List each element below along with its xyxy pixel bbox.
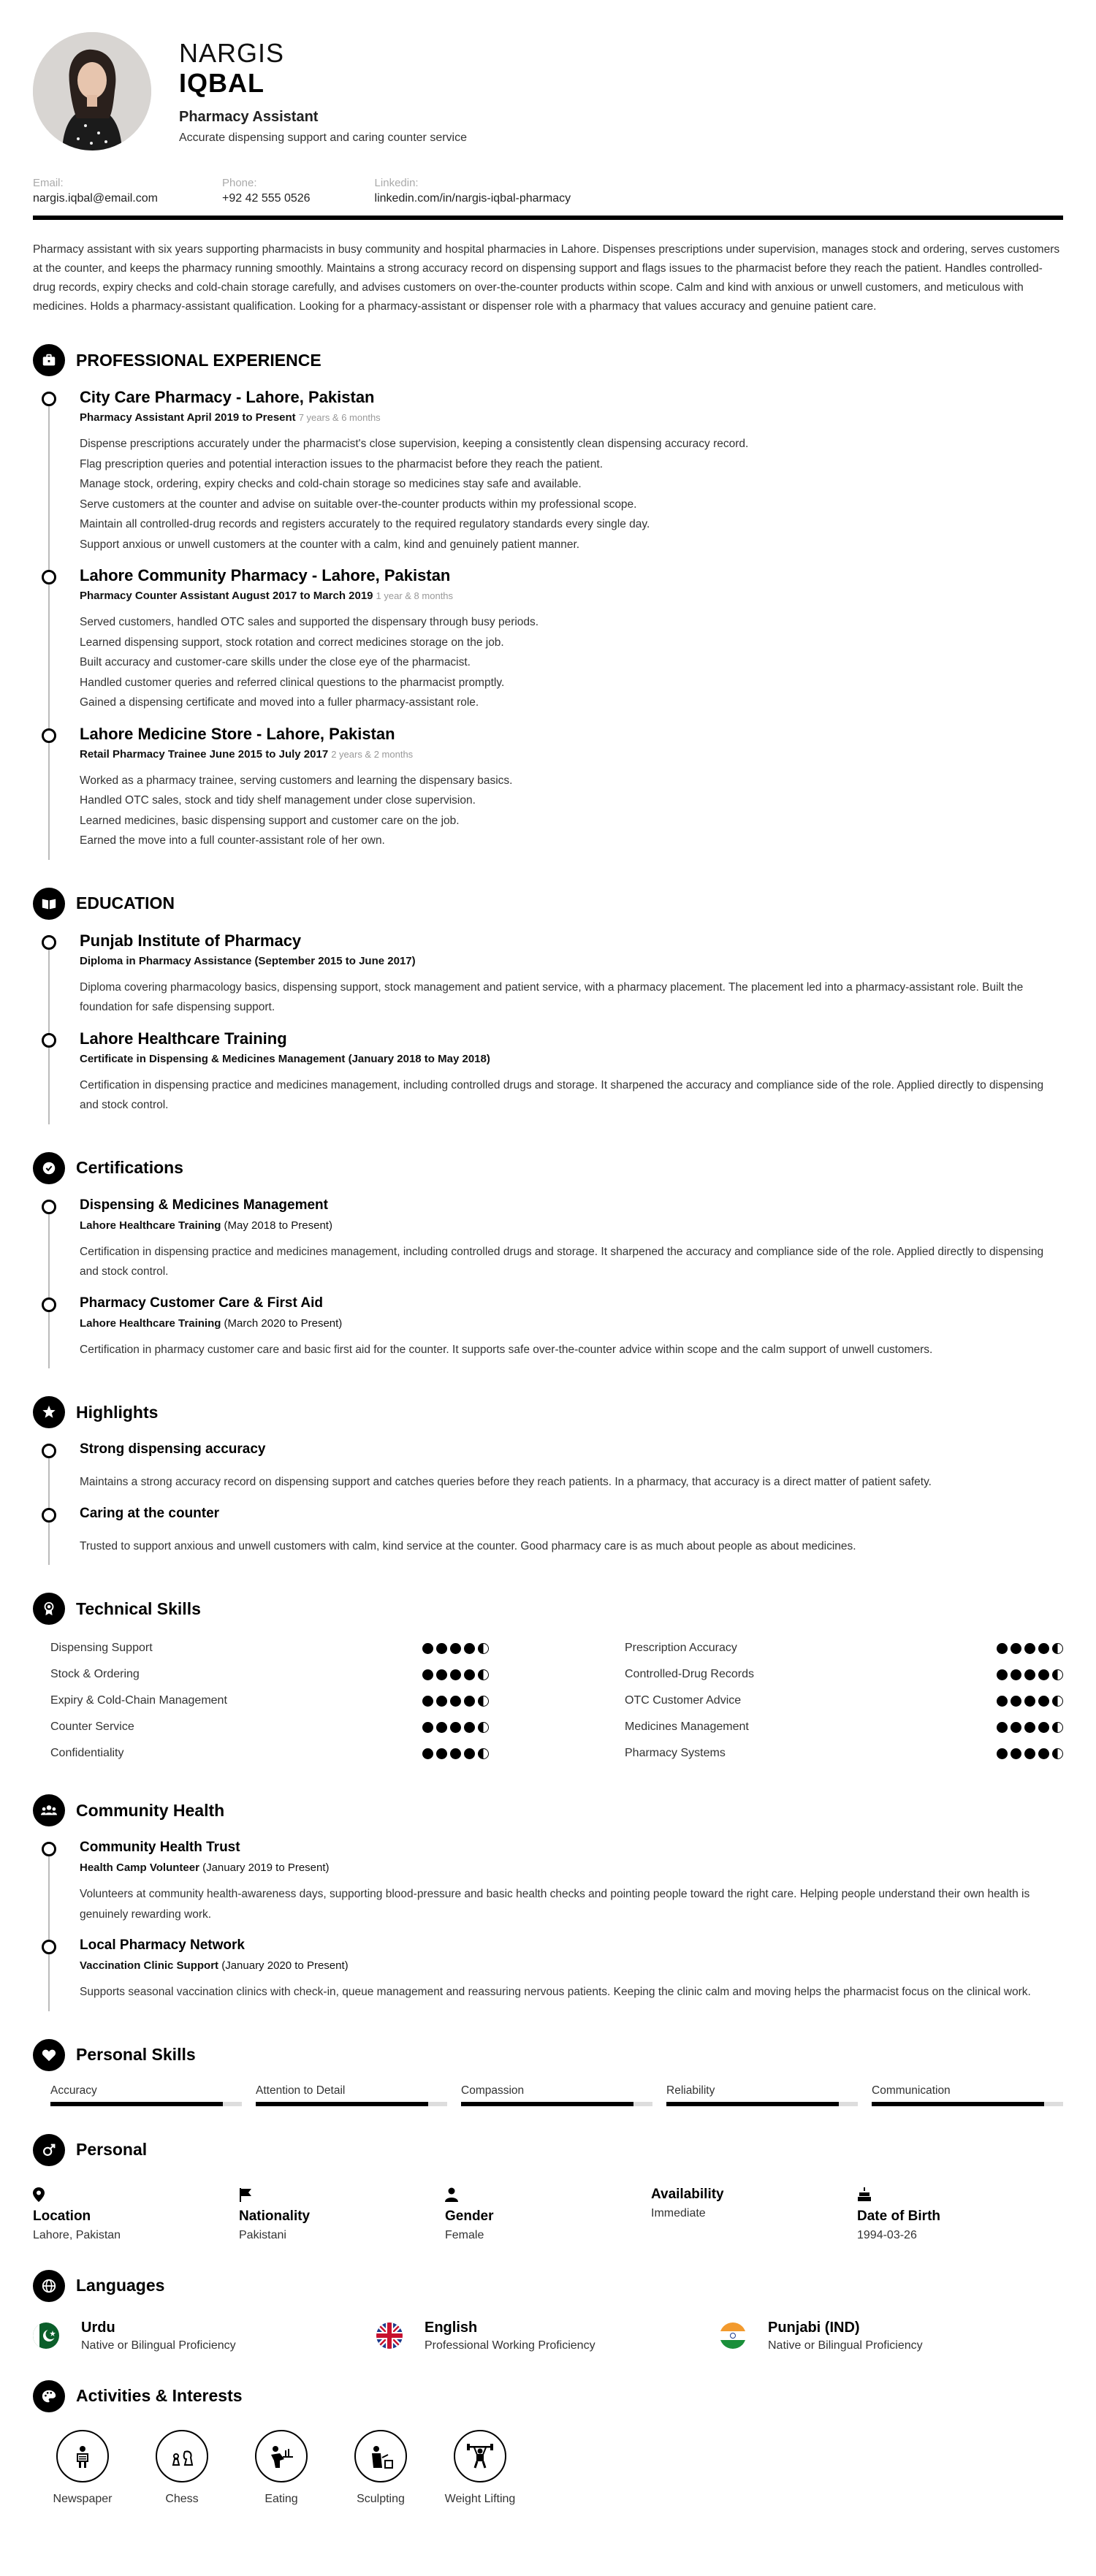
- timeline-dot: [42, 570, 56, 584]
- skill-bar-track: [666, 2102, 858, 2106]
- job-bullet: Served customers, handled OTC sales and supported the dispensary through busy periods.: [80, 616, 539, 628]
- personal-label: Gender: [445, 2208, 494, 2224]
- community-section: [33, 1794, 1063, 2011]
- skill-row: [625, 1661, 1063, 1688]
- contact-email: [33, 177, 158, 205]
- rating-dot: [1011, 1643, 1021, 1654]
- community-role-dates: [80, 1959, 1063, 1972]
- personal-value: Female: [445, 2228, 484, 2241]
- languages-title: Languages: [76, 2276, 165, 2295]
- certification-entry: [33, 1291, 1063, 1369]
- flag-icon: [239, 2184, 445, 2206]
- rating-dot: [1024, 1696, 1035, 1707]
- skill-rating: [419, 1748, 489, 1759]
- rating-dot: [1038, 1722, 1049, 1733]
- timeline-dot: [42, 392, 56, 406]
- skill-row: [625, 1740, 1063, 1767]
- job-bullet: Support anxious or unwell customers at the counter with a calm, kind and genuinely patient manner.: [80, 538, 580, 551]
- person-icon: [445, 2184, 651, 2206]
- interest-label: Newspaper: [53, 2492, 113, 2505]
- interest-label: Chess: [165, 2492, 199, 2505]
- rating-dot: [436, 1748, 447, 1759]
- employer-title: City Care Pharmacy - Lahore, Pakistan: [80, 388, 375, 406]
- sculpting-icon: [354, 2430, 407, 2482]
- rating-dot: [997, 1669, 1008, 1680]
- skill-row: [625, 1688, 1063, 1714]
- india-flag-icon: [720, 2322, 746, 2349]
- language-level: Native or Bilingual Proficiency: [81, 2339, 236, 2352]
- rating-dot: [1011, 1669, 1021, 1680]
- job-bullet: Gained a dispensing certificate and moved into a fuller pharmacy-assistant role.: [80, 696, 479, 709]
- rating-dot: [1052, 1722, 1063, 1733]
- certifications-section: [33, 1152, 1063, 1369]
- timeline-dot: [42, 1940, 56, 1954]
- rating-dot: [436, 1696, 447, 1707]
- briefcase-icon: [33, 344, 65, 376]
- rating-dot: [436, 1643, 447, 1654]
- rating-dot: [997, 1748, 1008, 1759]
- community-role: Health Camp Volunteer: [80, 1861, 199, 1874]
- skill-name: Confidentiality: [50, 1747, 124, 1759]
- rating-dot: [1038, 1696, 1049, 1707]
- personal-value: Lahore, Pakistan: [33, 2228, 121, 2241]
- interest-item: [331, 2430, 430, 2506]
- rating-dot: [464, 1722, 475, 1733]
- job-bullet: Handled OTC sales, stock and tidy shelf management under close supervision.: [80, 794, 476, 807]
- job-bullet: Maintain all controlled-drug records and registers accurately to the required regulatory standards every single day.: [80, 518, 650, 530]
- rating-dot: [997, 1722, 1008, 1733]
- personal-item: [651, 2184, 857, 2242]
- timeline-dot: [42, 1033, 56, 1048]
- skill-rating: [994, 1722, 1063, 1733]
- linkedin-value[interactable]: linkedin.com/in/nargis-iqbal-pharmacy: [374, 192, 571, 205]
- skill-name: OTC Customer Advice: [625, 1694, 742, 1707]
- skill-row: [625, 1714, 1063, 1740]
- personal-label: Nationality: [239, 2208, 311, 2224]
- personal-item: [33, 2184, 239, 2242]
- skill-name: Dispensing Support: [50, 1642, 153, 1654]
- book-icon: [33, 888, 65, 920]
- job-role-dates: [80, 590, 1063, 602]
- certification-title: Dispensing & Medicines Management: [80, 1197, 328, 1213]
- job-bullet: Worked as a pharmacy trainee, serving customers and learning the dispensary basics.: [80, 774, 513, 787]
- rating-dot: [464, 1748, 475, 1759]
- community-org-title: Local Pharmacy Network: [80, 1937, 245, 1953]
- community-description: Volunteers at community health-awareness days, supporting blood-pressure and basic health checks and pointing people toward the right care. Helping people understand their own health is genuinely rewarding work.: [80, 1888, 1030, 1921]
- languages-section: [33, 2270, 1063, 2352]
- interest-item: [232, 2430, 331, 2506]
- timeline-dot: [42, 1200, 56, 1214]
- community-org-title: Community Health Trust: [80, 1840, 240, 1855]
- education-timeline: [33, 920, 1063, 1124]
- personal-skill: [50, 2084, 242, 2106]
- education-entry: [33, 929, 1063, 1026]
- rating-dot: [997, 1696, 1008, 1707]
- palette-icon: [33, 2380, 65, 2412]
- certifications-timeline: [33, 1184, 1063, 1369]
- rating-dot: [450, 1643, 461, 1654]
- rating-dot: [450, 1722, 461, 1733]
- personal-skill-label: Communication: [872, 2084, 951, 2097]
- community-dates: (January 2020 to Present): [218, 1959, 349, 1972]
- contact-phone: [222, 177, 311, 205]
- interest-item: [132, 2430, 232, 2506]
- rating-dot: [422, 1696, 433, 1707]
- skill-bar-fill: [50, 2102, 223, 2106]
- skill-rating: [994, 1643, 1063, 1654]
- skill-bar-track: [256, 2102, 447, 2106]
- personal-label: Date of Birth: [857, 2208, 940, 2224]
- linkedin-label: Linkedin:: [374, 177, 419, 189]
- skill-bar-track: [461, 2102, 652, 2106]
- certification-entry: [33, 1193, 1063, 1291]
- first-name: NARGIS: [179, 37, 285, 68]
- skill-name: Counter Service: [50, 1720, 134, 1733]
- badge-check-icon: [33, 1152, 65, 1184]
- language-text: [81, 2320, 236, 2352]
- education-section: [33, 888, 1063, 1124]
- certification-description: Certification in dispensing practice and medicines management, including controlled drugs and storage. It sharpened the accuracy and compliance side of the role. Applied directly to dispensing and stock control.: [80, 1245, 1044, 1278]
- education-description: Diploma covering pharmacology basics, dispensing support, stock management and patient service, with a pharmacy placement. The placement led into a pharmacy-assistant role. Built the foundation for safe dispensing support.: [80, 980, 1024, 1013]
- interests-section: [33, 2380, 1063, 2506]
- personal-skill: [461, 2084, 652, 2106]
- highlight-description: Maintains a strong accuracy record on dispensing support and catches queries before they reach patients. In a pharmacy, that accuracy is a direct matter of patient safety.: [80, 1476, 932, 1488]
- skill-name: Medicines Management: [625, 1720, 749, 1733]
- skill-bar-fill: [666, 2102, 839, 2106]
- language-text: [768, 2320, 923, 2352]
- certification-issuer: Lahore Healthcare Training: [80, 1219, 221, 1232]
- skill-name: Pharmacy Systems: [625, 1747, 726, 1759]
- job-role: Pharmacy Counter Assistant August 2017 to March 2019: [80, 590, 373, 602]
- highlight-entry: [33, 1437, 1063, 1501]
- newspaper-icon: [56, 2430, 109, 2482]
- experience-title: PROFESSIONAL EXPERIENCE: [76, 350, 321, 370]
- community-description: Supports seasonal vaccination clinics with check-in, queue management and reassuring nervous patients. Keeping the clinic calm and moving helps the pharmacist focus on the clinical work.: [80, 1986, 1031, 1998]
- job-role-dates: [80, 411, 1063, 424]
- personal-value: Immediate: [651, 2206, 706, 2219]
- skill-rating: [419, 1643, 489, 1654]
- rating-dot: [1052, 1696, 1063, 1707]
- certification-dates: (May 2018 to Present): [221, 1219, 332, 1232]
- job-title: Pharmacy Assistant: [179, 108, 319, 125]
- rating-dot: [1024, 1748, 1035, 1759]
- rating-dot: [478, 1722, 489, 1733]
- school-title: Lahore Healthcare Training: [80, 1029, 287, 1048]
- chess-icon: [156, 2430, 208, 2482]
- job-role-dates: [80, 748, 1063, 761]
- rating-dot: [422, 1722, 433, 1733]
- skill-row: [625, 1635, 1063, 1661]
- skill-name: Controlled-Drug Records: [625, 1668, 754, 1680]
- email-value[interactable]: nargis.iqbal@email.com: [33, 192, 158, 205]
- timeline-dot: [42, 1297, 56, 1312]
- skill-rating: [994, 1748, 1063, 1759]
- personal-skills-bars: [33, 2084, 1063, 2106]
- experience-entry: [33, 563, 1063, 722]
- rating-dot: [450, 1748, 461, 1759]
- interest-item: [430, 2430, 530, 2506]
- job-bullet: Handled customer queries and referred clinical questions to the pharmacist promptly.: [80, 676, 505, 689]
- employer-title: Lahore Community Pharmacy - Lahore, Pakistan: [80, 566, 451, 584]
- skill-name: Stock & Ordering: [50, 1668, 140, 1680]
- timeline-dot: [42, 728, 56, 743]
- eating-icon: [255, 2430, 308, 2482]
- personal-skill: [256, 2084, 447, 2106]
- contact-linkedin: [375, 177, 571, 205]
- job-role: Retail Pharmacy Trainee June 2015 to July 2017: [80, 747, 329, 761]
- rating-dot: [436, 1669, 447, 1680]
- rating-dot: [464, 1696, 475, 1707]
- skill-rating: [419, 1669, 489, 1680]
- language-item: [376, 2320, 720, 2352]
- skill-rating: [419, 1722, 489, 1733]
- certifications-title: Certifications: [76, 1158, 183, 1177]
- personal-skill-label: Accuracy: [50, 2084, 97, 2097]
- timeline-dot: [42, 1842, 56, 1856]
- job-duration: 7 years & 6 months: [298, 412, 381, 423]
- rating-dot: [422, 1669, 433, 1680]
- skills-right-column: [625, 1635, 1063, 1767]
- timeline-dot: [42, 1508, 56, 1523]
- personal-title: Personal: [76, 2140, 148, 2159]
- community-timeline: [33, 1826, 1063, 2011]
- phone-value[interactable]: +92 42 555 0526: [221, 192, 311, 205]
- highlight-entry: [33, 1501, 1063, 1566]
- rating-dot: [1024, 1643, 1035, 1654]
- skill-row: [50, 1714, 489, 1740]
- rating-dot: [464, 1669, 475, 1680]
- pakistan-flag-icon: [33, 2322, 59, 2349]
- job-bullet: Dispense prescriptions accurately under the pharmacist's close supervision, keeping a consistently clean dispensing accuracy record.: [80, 438, 749, 450]
- language-item: [720, 2320, 1063, 2352]
- experience-timeline: [33, 376, 1063, 860]
- job-duration: 2 years & 2 months: [331, 748, 414, 760]
- weight-lifting-icon: [454, 2430, 506, 2482]
- uk-flag-icon: [376, 2322, 403, 2349]
- job-duration: 1 year & 8 months: [376, 590, 454, 601]
- personal-info-row: [33, 2184, 1063, 2242]
- globe-icon: [33, 2270, 65, 2302]
- highlight-title: Strong dispensing accuracy: [80, 1441, 266, 1457]
- rating-dot: [478, 1669, 489, 1680]
- interest-label: Sculpting: [357, 2492, 405, 2505]
- experience-entry: [33, 722, 1063, 860]
- skill-row: [50, 1661, 489, 1688]
- language-level: Native or Bilingual Proficiency: [768, 2339, 923, 2352]
- skill-name: Expiry & Cold-Chain Management: [50, 1694, 227, 1707]
- technical-skills-section: [33, 1593, 1063, 1767]
- experience-entry: [33, 385, 1063, 563]
- highlight-description: Trusted to support anxious and unwell customers with calm, kind service at the counter. Good pharmacy care is as much about people as about medicines.: [80, 1539, 856, 1552]
- skill-row: [50, 1688, 489, 1714]
- highlights-title: Highlights: [76, 1402, 159, 1422]
- community-dates: (January 2019 to Present): [199, 1861, 330, 1874]
- personal-item: [445, 2184, 651, 2242]
- technical-skills-title: Technical Skills: [76, 1598, 201, 1618]
- skills-grid: [33, 1635, 1063, 1767]
- personal-value: 1994-03-26: [857, 2228, 917, 2241]
- rating-dot: [1038, 1643, 1049, 1654]
- timeline-dot: [42, 935, 56, 950]
- rating-dot: [478, 1643, 489, 1654]
- job-bullet: Built accuracy and customer-care skills under the close eye of the pharmacist.: [80, 656, 471, 668]
- skill-bar-track: [872, 2102, 1063, 2106]
- cake-icon: [857, 2184, 1063, 2206]
- job-role: Pharmacy Assistant April 2019 to Present: [80, 411, 296, 424]
- header-divider: [33, 216, 1063, 220]
- rating-dot: [1024, 1722, 1035, 1733]
- personal-skill-label: Compassion: [461, 2084, 525, 2097]
- interest-label: Eating: [265, 2492, 298, 2505]
- personal-label: Location: [33, 2208, 91, 2224]
- location-pin-icon: [33, 2184, 239, 2206]
- highlights-timeline: [33, 1428, 1063, 1565]
- experience-section: [33, 344, 1063, 860]
- rating-dot: [1011, 1722, 1021, 1733]
- job-bullets: [80, 612, 1063, 713]
- certification-dates: (March 2020 to Present): [221, 1316, 343, 1330]
- employer-title: Lahore Medicine Store - Lahore, Pakistan: [80, 724, 395, 743]
- skill-rating: [994, 1696, 1063, 1707]
- personal-section: [33, 2134, 1063, 2242]
- personal-skill: [872, 2084, 1063, 2106]
- community-role-dates: [80, 1861, 1063, 1874]
- rating-dot: [1052, 1669, 1063, 1680]
- personal-value: Pakistani: [239, 2228, 286, 2241]
- heart-icon: [33, 2039, 65, 2071]
- community-entry: [33, 1835, 1063, 1933]
- star-icon: [33, 1396, 65, 1428]
- gender-male-icon: [33, 2134, 65, 2166]
- rating-dot: [1052, 1748, 1063, 1759]
- job-bullet: Learned medicines, basic dispensing support and customer care on the job.: [80, 814, 460, 827]
- skill-bar-fill: [461, 2102, 633, 2106]
- resume-header: [33, 32, 1063, 150]
- highlights-section: [33, 1396, 1063, 1565]
- people-group-icon: [33, 1794, 65, 1826]
- education-entry: [33, 1026, 1063, 1124]
- tagline: Accurate dispensing support and caring counter service: [179, 131, 467, 144]
- rating-dot: [422, 1643, 433, 1654]
- rating-dot: [997, 1643, 1008, 1654]
- personal-item: [857, 2184, 1063, 2242]
- languages-row: [33, 2320, 1063, 2352]
- skill-row: [50, 1635, 489, 1661]
- language-text: [425, 2320, 595, 2352]
- rating-dot: [464, 1643, 475, 1654]
- community-entry: [33, 1933, 1063, 2011]
- rating-dot: [450, 1669, 461, 1680]
- personal-item: [239, 2184, 445, 2242]
- degree-dates: Diploma in Pharmacy Assistance (September 2015 to June 2017): [80, 954, 416, 967]
- language-level: Professional Working Proficiency: [425, 2339, 595, 2352]
- language-name: Urdu: [81, 2319, 115, 2336]
- last-name: IQBAL: [179, 67, 265, 98]
- rating-dot: [1038, 1748, 1049, 1759]
- rating-dot: [1011, 1696, 1021, 1707]
- rating-dot: [436, 1722, 447, 1733]
- certification-title: Pharmacy Customer Care & First Aid: [80, 1295, 323, 1311]
- skills-left-column: [50, 1635, 489, 1767]
- job-bullets: [80, 434, 1063, 555]
- skill-bar-fill: [256, 2102, 428, 2106]
- education-description: Certification in dispensing practice and medicines management, including controlled drugs and storage. It sharpened the accuracy and compliance side of the role. Applied directly to dispensing and stock control.: [80, 1078, 1044, 1111]
- education-title: EDUCATION: [76, 893, 175, 912]
- rating-dot: [1052, 1643, 1063, 1654]
- rating-dot: [478, 1696, 489, 1707]
- community-title: Community Health: [76, 1800, 225, 1820]
- rating-dot: [478, 1748, 489, 1759]
- degree-dates: Certificate in Dispensing & Medicines Management (January 2018 to May 2018): [80, 1052, 490, 1065]
- language-name: Punjabi (IND): [768, 2319, 860, 2336]
- certification-issuer-dates: [80, 1219, 1063, 1232]
- certification-description: Certification in pharmacy customer care and basic first aid for the counter. It supports safe over-the-counter advice within scope and the calm support of unwell customers.: [80, 1343, 933, 1356]
- skill-bar-track: [50, 2102, 242, 2106]
- job-bullet: Serve customers at the counter and advise on suitable over-the-counter products within my professional scope.: [80, 498, 637, 511]
- rating-dot: [450, 1696, 461, 1707]
- timeline-dot: [42, 1444, 56, 1458]
- school-title: Punjab Institute of Pharmacy: [80, 931, 302, 950]
- rating-dot: [422, 1748, 433, 1759]
- rating-dot: [1038, 1669, 1049, 1680]
- summary: Pharmacy assistant with six years supporting pharmacists in busy community and hospital pharmacies in Lahore. Dispenses prescriptions under supervision, manages stock and ordering, serves customers at the counter, and keeps the pharmacy running smoothly. Maintains a strong accuracy record on dispensing support and flags issues to the pharmacist before they reach the patient. Handles controlled-drug records, expiry checks and cold-chain storage carefully, and advises customers on over-the-counter products within scope. Calm and kind with anxious or unwell customers, and meticulous with medicines. Holds a pharmacy-assistant qualification. Looking for a pharmacy-assistant or dispenser role with a pharmacy that values accuracy and genuine patient care.: [33, 243, 1060, 313]
- rating-dot: [1011, 1748, 1021, 1759]
- phone-label: Phone:: [221, 177, 257, 189]
- personal-label: Availability: [651, 2186, 724, 2202]
- skill-rating: [419, 1696, 489, 1707]
- job-bullet: Earned the move into a full counter-assistant role of her own.: [80, 834, 385, 847]
- job-bullet: Manage stock, ordering, expiry checks and cold-chain storage so medicines stay safe and available.: [80, 478, 582, 490]
- skill-row: [50, 1740, 489, 1767]
- email-label: Email:: [33, 177, 64, 189]
- contact-row: [33, 177, 1063, 205]
- community-role: Vaccination Clinic Support: [80, 1959, 219, 1972]
- skill-bar-fill: [872, 2102, 1044, 2106]
- personal-skill-label: Attention to Detail: [256, 2084, 346, 2097]
- interests-title: Activities & Interests: [76, 2386, 243, 2405]
- skill-rating: [994, 1669, 1063, 1680]
- personal-skill: [666, 2084, 858, 2106]
- personal-skill-label: Reliability: [666, 2084, 715, 2097]
- job-bullets: [80, 771, 1063, 851]
- award-icon: [33, 1593, 65, 1625]
- personal-skills-section: [33, 2039, 1063, 2106]
- certification-issuer-dates: [80, 1317, 1063, 1330]
- job-bullet: Flag prescription queries and potential interaction issues to the pharmacist before they reach the patient.: [80, 457, 603, 470]
- highlight-title: Caring at the counter: [80, 1505, 220, 1521]
- personal-skills-title: Personal Skills: [76, 2045, 196, 2064]
- skill-name: Prescription Accuracy: [625, 1642, 737, 1654]
- profile-photo: [33, 32, 151, 150]
- certification-issuer: Lahore Healthcare Training: [80, 1316, 221, 1330]
- rating-dot: [1024, 1669, 1035, 1680]
- interests-row: [33, 2430, 1063, 2506]
- language-name: English: [425, 2319, 478, 2336]
- interest-item: [33, 2430, 132, 2506]
- job-bullet: Learned dispensing support, stock rotation and correct medicines storage on the job.: [80, 636, 504, 649]
- interest-label: Weight Lifting: [444, 2492, 516, 2505]
- language-item: [33, 2320, 376, 2352]
